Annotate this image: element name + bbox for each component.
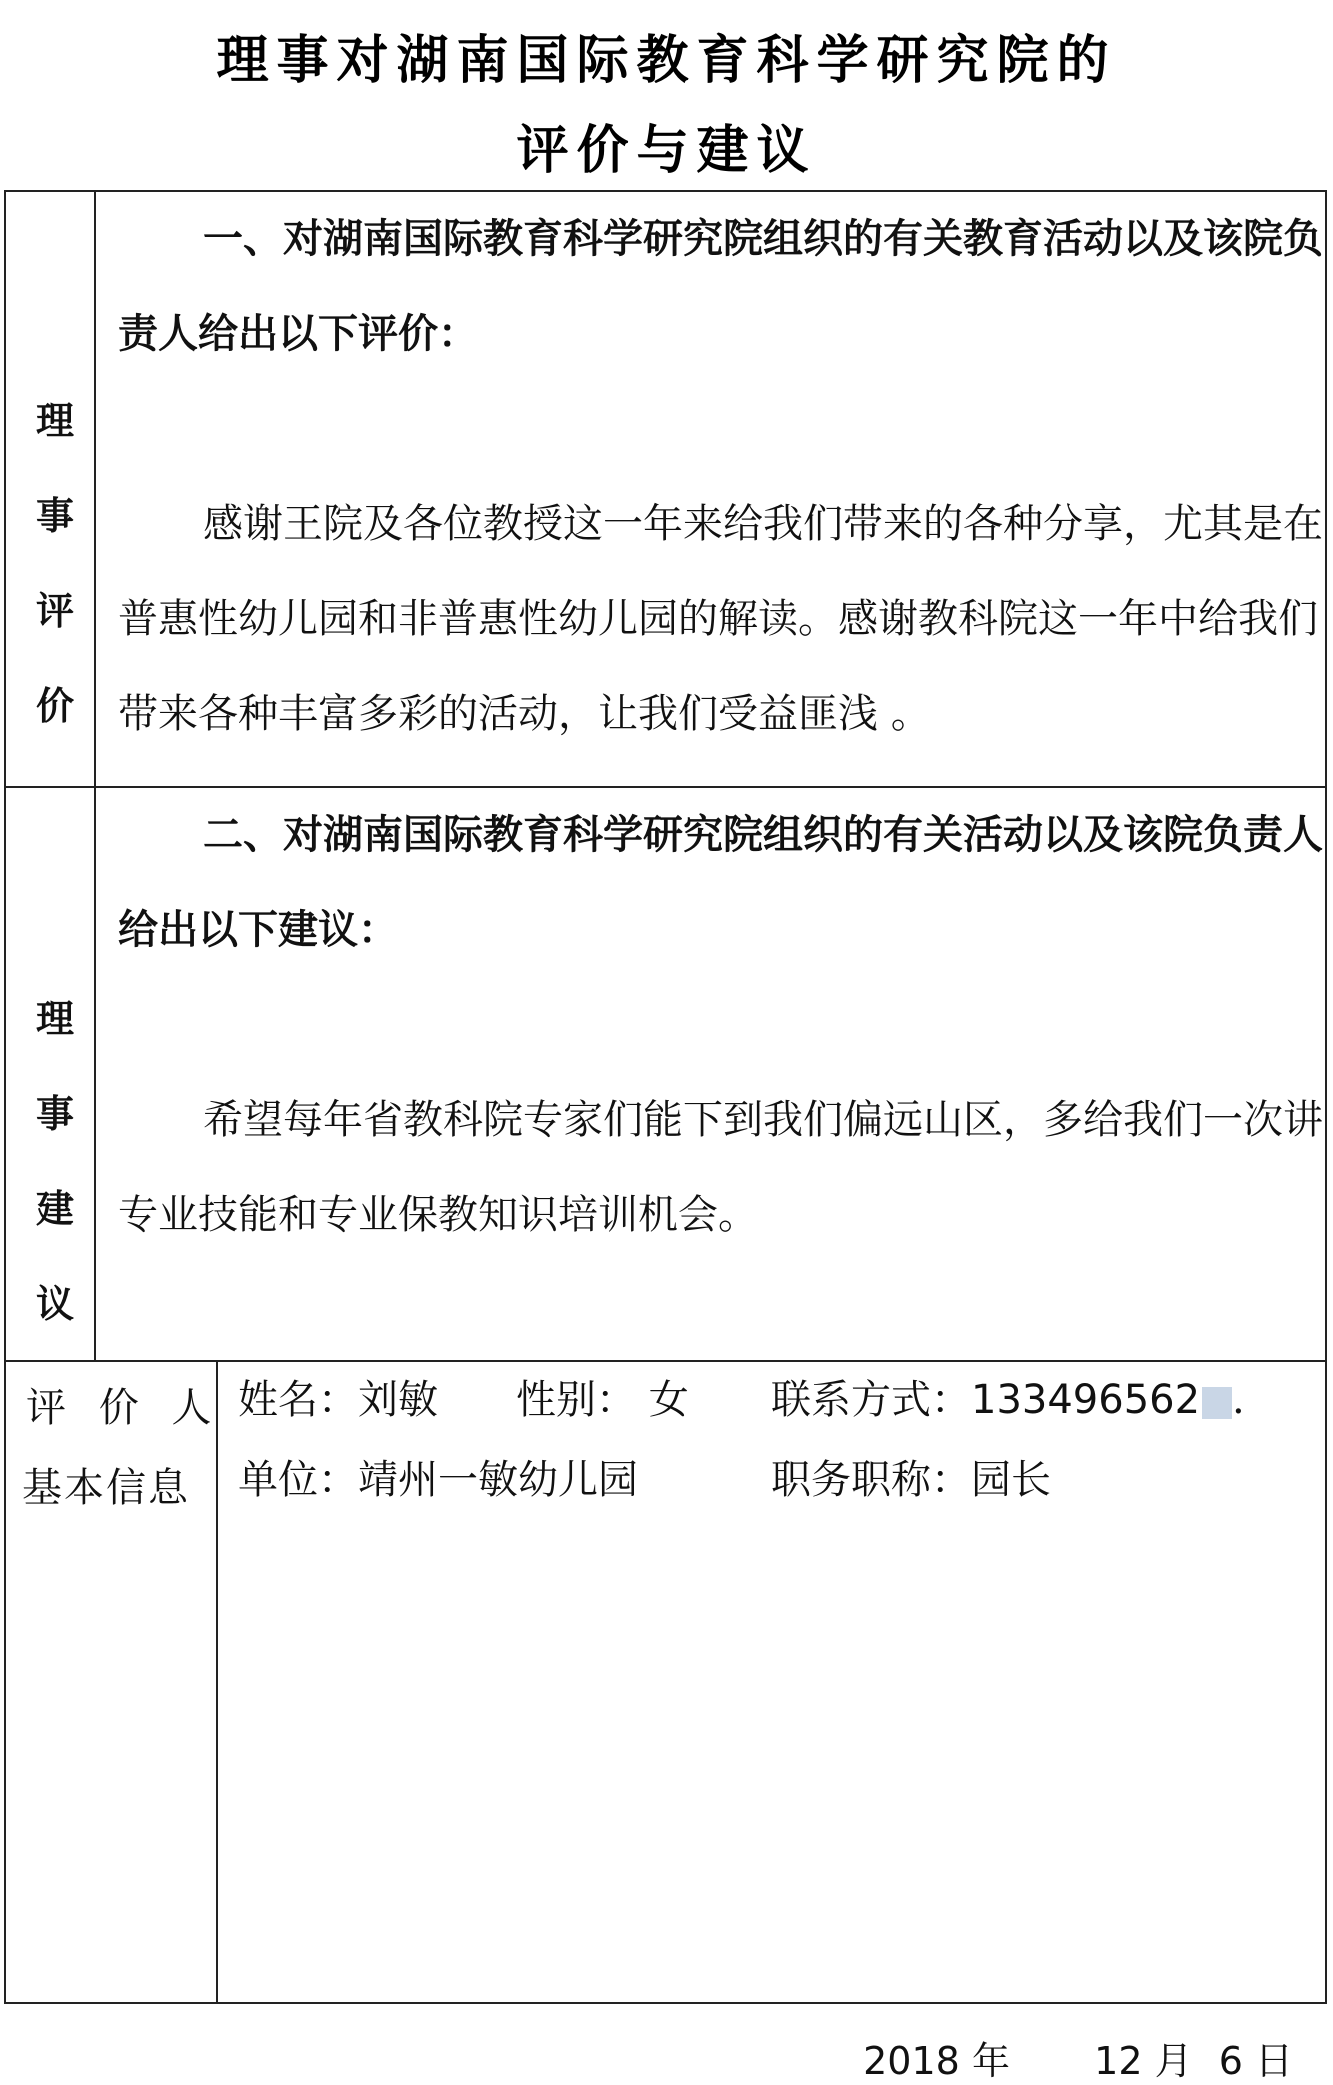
side-char: 理 (35, 399, 74, 443)
side-char: 理 (35, 997, 74, 1041)
side-char: 事 (35, 494, 74, 538)
side-char: 事 (35, 1092, 74, 1136)
form-table (4, 190, 1327, 2004)
evaluation-side-label (10, 374, 100, 754)
row-divider-2 (6, 1360, 1325, 1362)
side-char: 建 (35, 1187, 74, 1231)
evaluator-label-line2: 基本信息 (22, 1465, 190, 1511)
info-column-divider (216, 1360, 218, 2002)
date-day: 6 (1218, 2039, 1243, 2083)
side-char: 评 (35, 589, 74, 633)
evaluator-contact (771, 1370, 1245, 1430)
contact-suffix: . (1232, 1377, 1245, 1423)
evaluation-body: 感谢王院及各位教授这一年来给我们带来的各种分享，尤其是在普惠性幼儿园和非普惠性幼儿园的解读。感谢教科院这一年中给我们带来各种丰富多彩的活动，让我们受益匪浅 。 (118, 501, 1323, 737)
suggestion-cell (118, 788, 1323, 1263)
evaluator-gender: 性别： 女 (516, 1377, 689, 1423)
side-char: 价 (35, 684, 74, 728)
date-day-unit: 日 (1254, 2039, 1293, 2083)
date-month-unit: 月 (1154, 2039, 1193, 2083)
evaluator-unit: 单位：靖州一敏幼儿园 (238, 1457, 638, 1503)
document-title-line1: 理事对湖南国际教育科学研究院的 (216, 31, 1117, 91)
document-date (863, 2030, 1293, 2085)
suggestion-side-label (10, 972, 100, 1352)
document-title-line2: 评价与建议 (516, 121, 817, 181)
side-char: 议 (35, 1282, 74, 1326)
evaluator-label-line1: 评 价 人 (26, 1385, 222, 1431)
date-month: 12 (1094, 2039, 1143, 2083)
evaluation-cell (118, 192, 1323, 762)
suggestion-body: 希望每年省教科院专家们能下到我们偏远山区，多给我们一次讲专业技能和专业保教知识培训机会。 (118, 1097, 1323, 1238)
evaluator-name: 姓名：刘敏 (238, 1377, 438, 1423)
redaction-block (1202, 1387, 1232, 1419)
date-year: 2018 (863, 2039, 960, 2083)
suggestion-heading: 二、对湖南国际教育科学研究院组织的有关活动以及该院负责人给出以下建议： (118, 812, 1323, 953)
contact-phone: 133496562 (971, 1377, 1201, 1423)
contact-label: 联系方式： (771, 1377, 971, 1423)
evaluation-heading: 一、对湖南国际教育科学研究院组织的有关教育活动以及该院负责人给出以下评价： (118, 216, 1323, 357)
evaluator-title: 职务职称：园长 (771, 1457, 1051, 1503)
date-year-unit: 年 (971, 2039, 1010, 2083)
